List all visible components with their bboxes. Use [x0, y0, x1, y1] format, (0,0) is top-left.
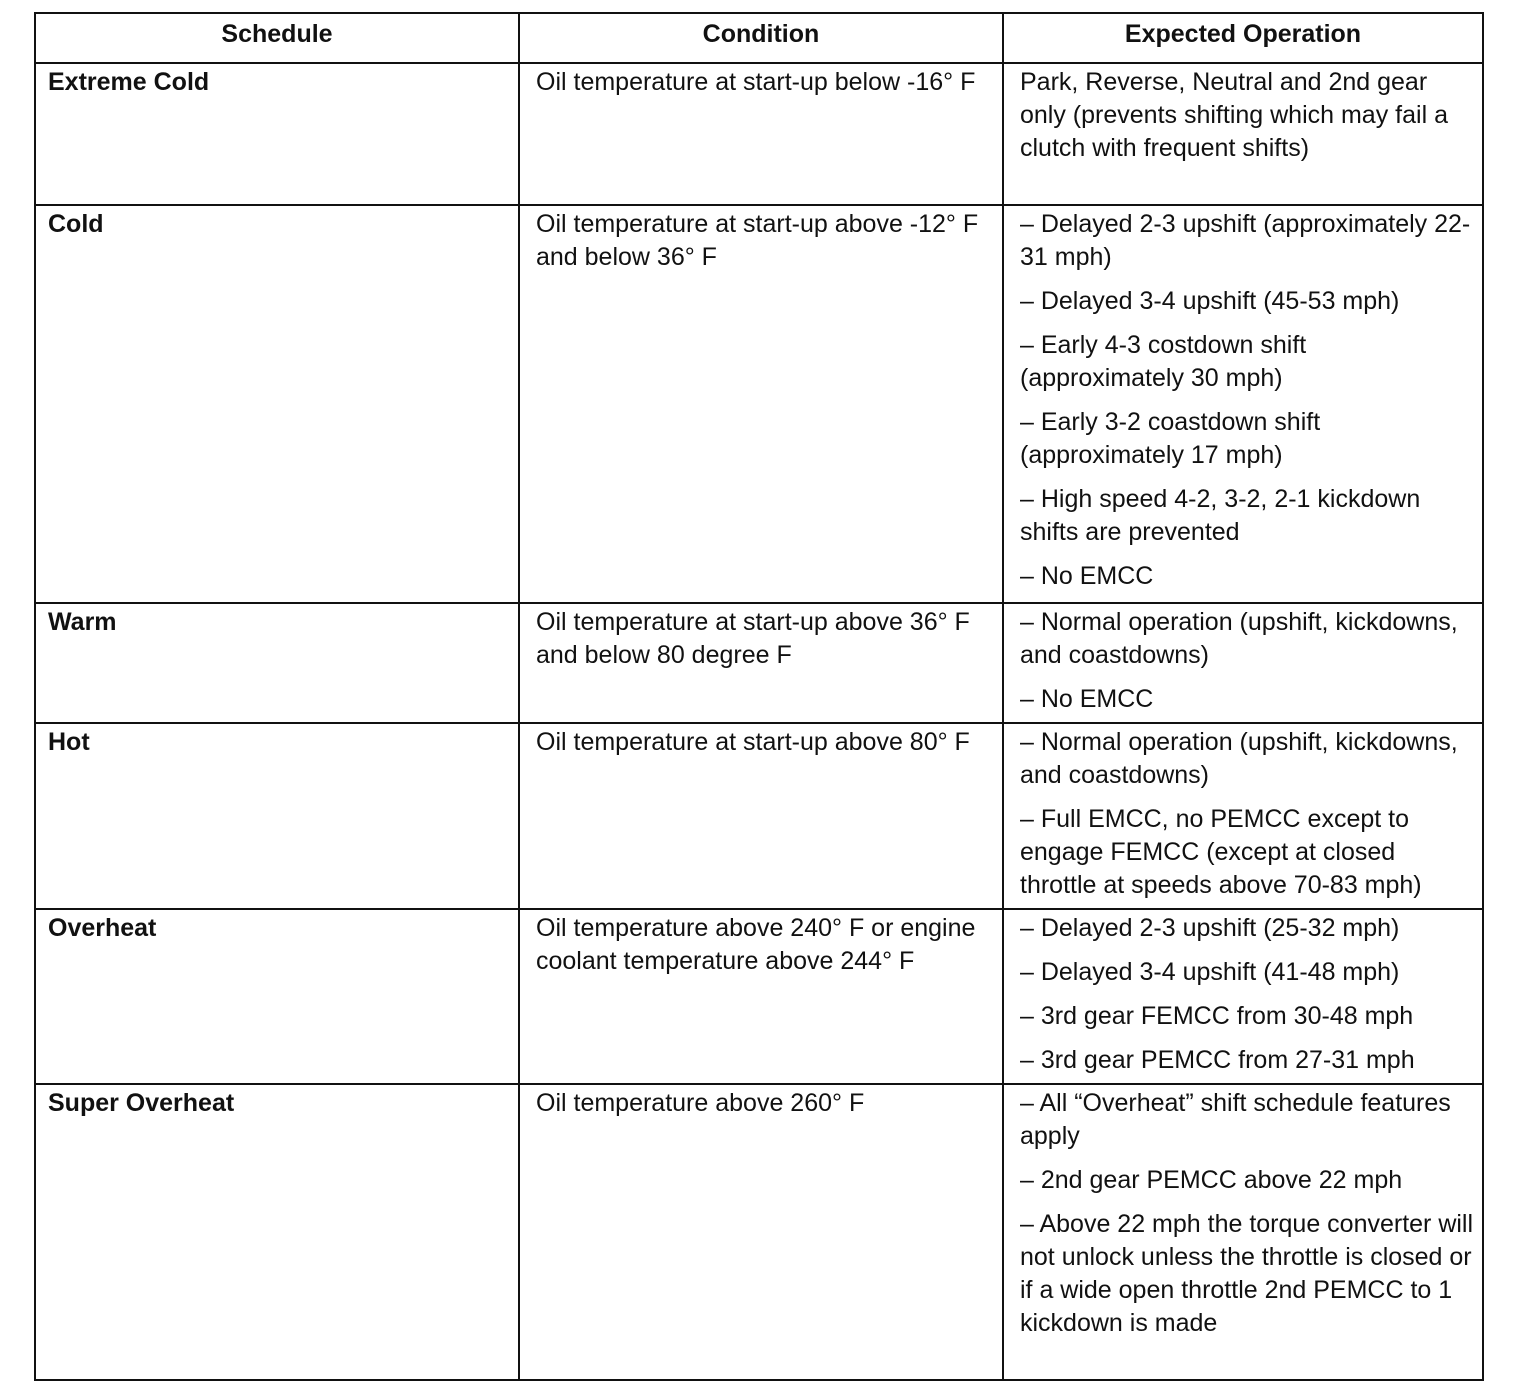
operation-cell — [1003, 909, 1483, 1084]
operation-cell — [1003, 205, 1483, 603]
operation-item: – Normal operation (upshift, kickdowns, and coastdowns) — [1020, 728, 1458, 789]
operation-item: – Normal operation (upshift, kickdowns, and coastdowns) — [1020, 608, 1458, 669]
condition-cell: Oil temperature above 240° F or engine coolant temperature above 244° F — [519, 909, 1003, 1084]
shift-schedule-table — [34, 12, 1484, 1381]
schedule-cell: Hot — [35, 723, 519, 909]
operation-item: – Early 3-2 coastdown shift (approximately 17 mph) — [1020, 408, 1321, 469]
operation-cell — [1003, 1084, 1483, 1380]
operation-item: – Early 4-3 costdown shift (approximately 30 mph) — [1020, 331, 1307, 392]
table-row — [35, 1084, 1483, 1380]
header-schedule: Schedule — [35, 13, 519, 63]
operation-cell — [1003, 63, 1483, 205]
header-expected-operation: Expected Operation — [1003, 13, 1483, 63]
operation-item: – No EMCC — [1020, 685, 1154, 713]
condition-cell: Oil temperature at start-up below -16° F — [519, 63, 1003, 205]
operation-cell — [1003, 723, 1483, 909]
operation-cell — [1003, 603, 1483, 723]
operation-item: – Delayed 3-4 upshift (41-48 mph) — [1020, 958, 1400, 986]
header-row — [35, 13, 1483, 63]
schedule-cell: Warm — [35, 603, 519, 723]
operation-item: – Full EMCC, no PEMCC except to engage FEMCC (except at closed throttle at speeds above 70-83 mph) — [1020, 805, 1422, 899]
operation-item: Park, Reverse, Neutral and 2nd gear only (prevents shifting which may fail a clutch with frequent shifts) — [1020, 68, 1448, 162]
operation-item: – Above 22 mph the torque converter will not unlock unless the throttle is closed or if a wide open throttle 2nd PEMCC to 1 kickdown is made — [1020, 1210, 1474, 1337]
operation-item: – No EMCC — [1020, 562, 1154, 590]
table-row — [35, 909, 1483, 1084]
condition-cell: Oil temperature at start-up above 36° F and below 80 degree F — [519, 603, 1003, 723]
table-row — [35, 603, 1483, 723]
table-row — [35, 205, 1483, 603]
header-condition: Condition — [519, 13, 1003, 63]
schedule-cell: Super Overheat — [35, 1084, 519, 1380]
operation-item: – High speed 4-2, 3-2, 2-1 kickdown shifts are prevented — [1020, 485, 1421, 546]
table-row — [35, 63, 1483, 205]
schedule-cell: Cold — [35, 205, 519, 603]
operation-item: – Delayed 3-4 upshift (45-53 mph) — [1020, 287, 1400, 315]
condition-cell: Oil temperature above 260° F — [519, 1084, 1003, 1380]
operation-item: – 2nd gear PEMCC above 22 mph — [1020, 1166, 1403, 1194]
operation-item: – 3rd gear PEMCC from 27-31 mph — [1020, 1046, 1415, 1074]
operation-item: – Delayed 2-3 upshift (25-32 mph) — [1020, 914, 1400, 942]
operation-item: – Delayed 2-3 upshift (approximately 22-31 mph) — [1020, 210, 1471, 271]
schedule-cell: Overheat — [35, 909, 519, 1084]
operation-item: – All “Overheat” shift schedule features apply — [1020, 1089, 1451, 1150]
condition-cell: Oil temperature at start-up above 80° F — [519, 723, 1003, 909]
table-row — [35, 723, 1483, 909]
schedule-cell: Extreme Cold — [35, 63, 519, 205]
operation-item: – 3rd gear FEMCC from 30-48 mph — [1020, 1002, 1414, 1030]
condition-cell: Oil temperature at start-up above -12° F and below 36° F — [519, 205, 1003, 603]
